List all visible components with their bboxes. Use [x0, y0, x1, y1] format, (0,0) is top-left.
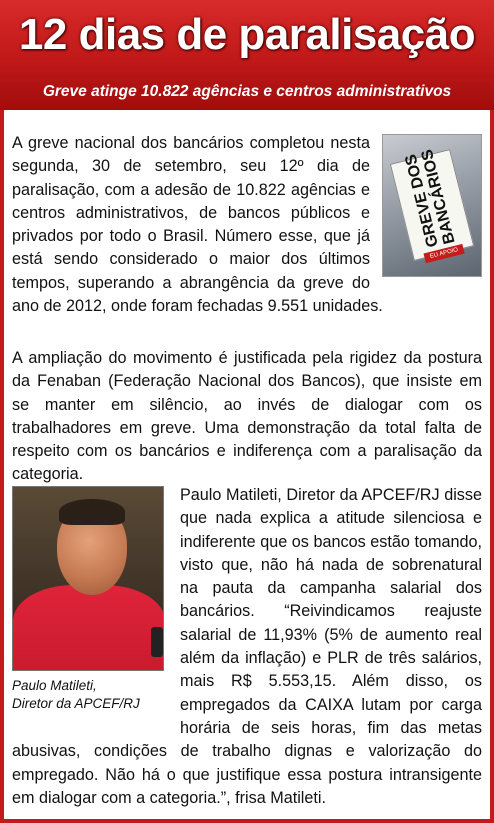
photo-caption-role: Diretor da APCEF/RJ [12, 696, 140, 711]
paragraph-2 [12, 347, 482, 487]
paulo-matileti-photo [12, 486, 164, 671]
strike-sign-photo [382, 134, 482, 277]
article-header [0, 0, 494, 110]
strike-sign-text: GREVE DOS BANCÁRIOS [402, 147, 459, 249]
paragraph-1-text: A greve nacional dos bancários completou nesta segunda, 30 de setembro, seu 12º dia de paralisação, com a adesão de 10.822 agências e centros administrativos, de bancos públicos e privados por todo o Brasil. Número esse, que já está sendo considerado o maior dos últimos tempos, superando a abrangência da greve do ano de 2012, onde foram fechadas 9.551 unidades. [12, 134, 383, 316]
paragraph-3-text: Paulo Matileti, Diretor da APCEF/RJ disse que nada explica a atitude silenciosa e indiferente que os bancos estão tomando, visto que, não há nada de sobrenatural na pauta da campanha salarial dos bancários. “Reivindicamos reajuste salarial de 11,93% (5% de aumento real além da inflação) e PLR de três salários, mais R$ 5.553,15. Além disso, os empregados da CAIXA lutam por carga horária de seis horas, fim das metas abusivas, condições de trabalho dignas e valorização do empregado. Não há o que justifique essa postura intransigente em dialogar com a categoria.”, frisa Matileti. [12, 486, 482, 807]
paragraph-2-text: A ampliação do movimento é justificada pela rigidez da postura da Fenaban (Federação Nacional dos Bancos), que insiste em se manter em silêncio, ao invés de dialogar com os trabalhadores em greve. Uma demonstração da total falta de respeito com os bancários e indiferença com a paralisação da categoria. [12, 349, 482, 484]
article-subtitle: Greve atinge 10.822 agências e centros administrativos [42, 83, 452, 100]
microphone-icon [151, 627, 163, 657]
photo-hair [59, 499, 125, 525]
strike-sign-strip-text: EU APOIO [429, 247, 459, 260]
photo-shirt [13, 585, 164, 671]
paragraph-3 [12, 484, 482, 810]
article-title: 12 dias de paralisação [18, 10, 476, 59]
photo-caption [12, 677, 164, 713]
paragraph-1 [12, 132, 482, 318]
photo-caption-name: Paulo Matileti, [12, 678, 97, 693]
strike-sign [390, 149, 474, 261]
